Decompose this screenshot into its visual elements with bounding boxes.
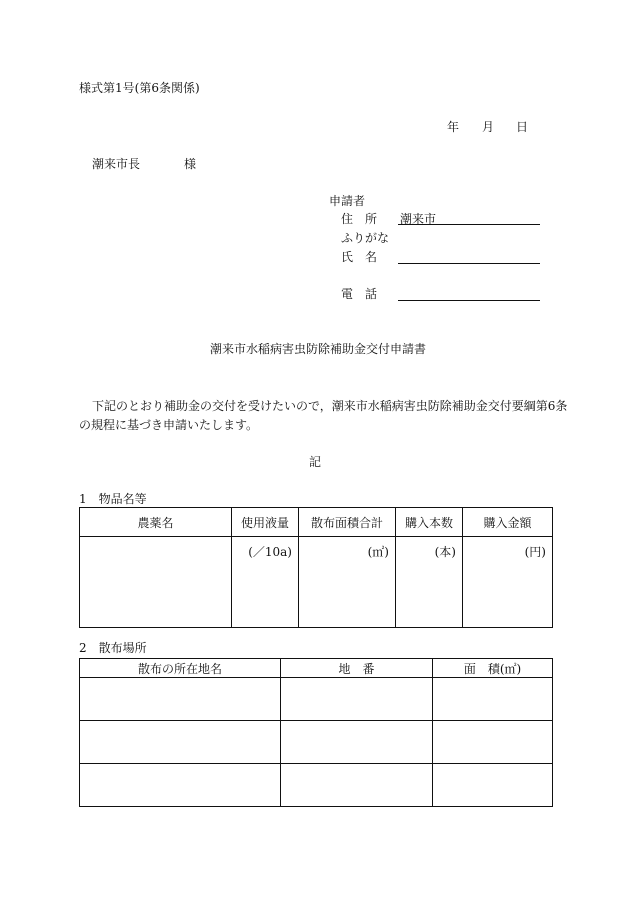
ki-label: 記: [309, 455, 322, 469]
purchase-count-cell[interactable]: (本): [396, 537, 463, 628]
header-area: 面 積(㎡): [433, 659, 553, 678]
pesticide-name-cell[interactable]: [80, 537, 232, 628]
area-cell[interactable]: [433, 721, 553, 764]
header-spray-area-total: 散布面積合計: [299, 508, 396, 537]
items-header-row: [80, 508, 553, 537]
header-purchase-amount: 購入金額: [463, 508, 553, 537]
location-name-cell[interactable]: [80, 678, 281, 721]
location-row: [80, 678, 553, 721]
lot-number-cell[interactable]: [281, 721, 433, 764]
purchase-amount-cell[interactable]: (円): [463, 537, 553, 628]
spray-location-table: [79, 658, 553, 807]
date-month-label: 月: [482, 120, 495, 134]
address-value: 潮来市: [400, 212, 437, 226]
address-label: 住 所: [341, 212, 378, 226]
addressee-honorific: 様: [184, 157, 197, 171]
items-entry-row: [80, 537, 553, 628]
date-year-label: 年: [447, 120, 460, 134]
header-location-name: 散布の所在地名: [80, 659, 281, 678]
location-header-row: [80, 659, 553, 678]
name-field-line[interactable]: [398, 263, 540, 264]
document-title: 潮来市水稲病害虫防除補助金交付申請書: [210, 342, 427, 356]
header-lot-number: 地 番: [281, 659, 433, 678]
form-number: 様式第1号(第6条関係): [79, 81, 200, 95]
address-field-line[interactable]: [398, 224, 540, 225]
body-line-2: の規程に基づき申請いたします。: [79, 418, 259, 432]
spray-area-cell[interactable]: (㎡): [299, 537, 396, 628]
location-row: [80, 721, 553, 764]
lot-number-cell[interactable]: [281, 764, 433, 807]
area-cell[interactable]: [433, 678, 553, 721]
applicant-label: 申請者: [329, 194, 366, 208]
body-line-1: 下記のとおり補助金の交付を受けたいので，潮来市水稲病害虫防除補助金交付要綱第6条: [92, 399, 568, 413]
name-label: 氏 名: [341, 250, 378, 264]
area-cell[interactable]: [433, 764, 553, 807]
furigana-label: ふりがな: [341, 231, 390, 245]
phone-label: 電 話: [341, 287, 378, 301]
section2-heading: 2 散布場所: [79, 641, 147, 655]
lot-number-cell[interactable]: [281, 678, 433, 721]
addressee-name: 潮来市長: [92, 157, 141, 171]
location-row: [80, 764, 553, 807]
section1-heading: 1 物品名等: [79, 492, 147, 506]
location-name-cell[interactable]: [80, 721, 281, 764]
phone-field-line[interactable]: [398, 300, 540, 301]
usage-volume-cell[interactable]: (／10a): [232, 537, 299, 628]
location-name-cell[interactable]: [80, 764, 281, 807]
items-table: [79, 507, 553, 628]
header-purchase-count: 購入本数: [396, 508, 463, 537]
header-usage-volume: 使用液量: [232, 508, 299, 537]
header-pesticide-name: 農薬名: [80, 508, 232, 537]
date-day-label: 日: [516, 120, 529, 134]
